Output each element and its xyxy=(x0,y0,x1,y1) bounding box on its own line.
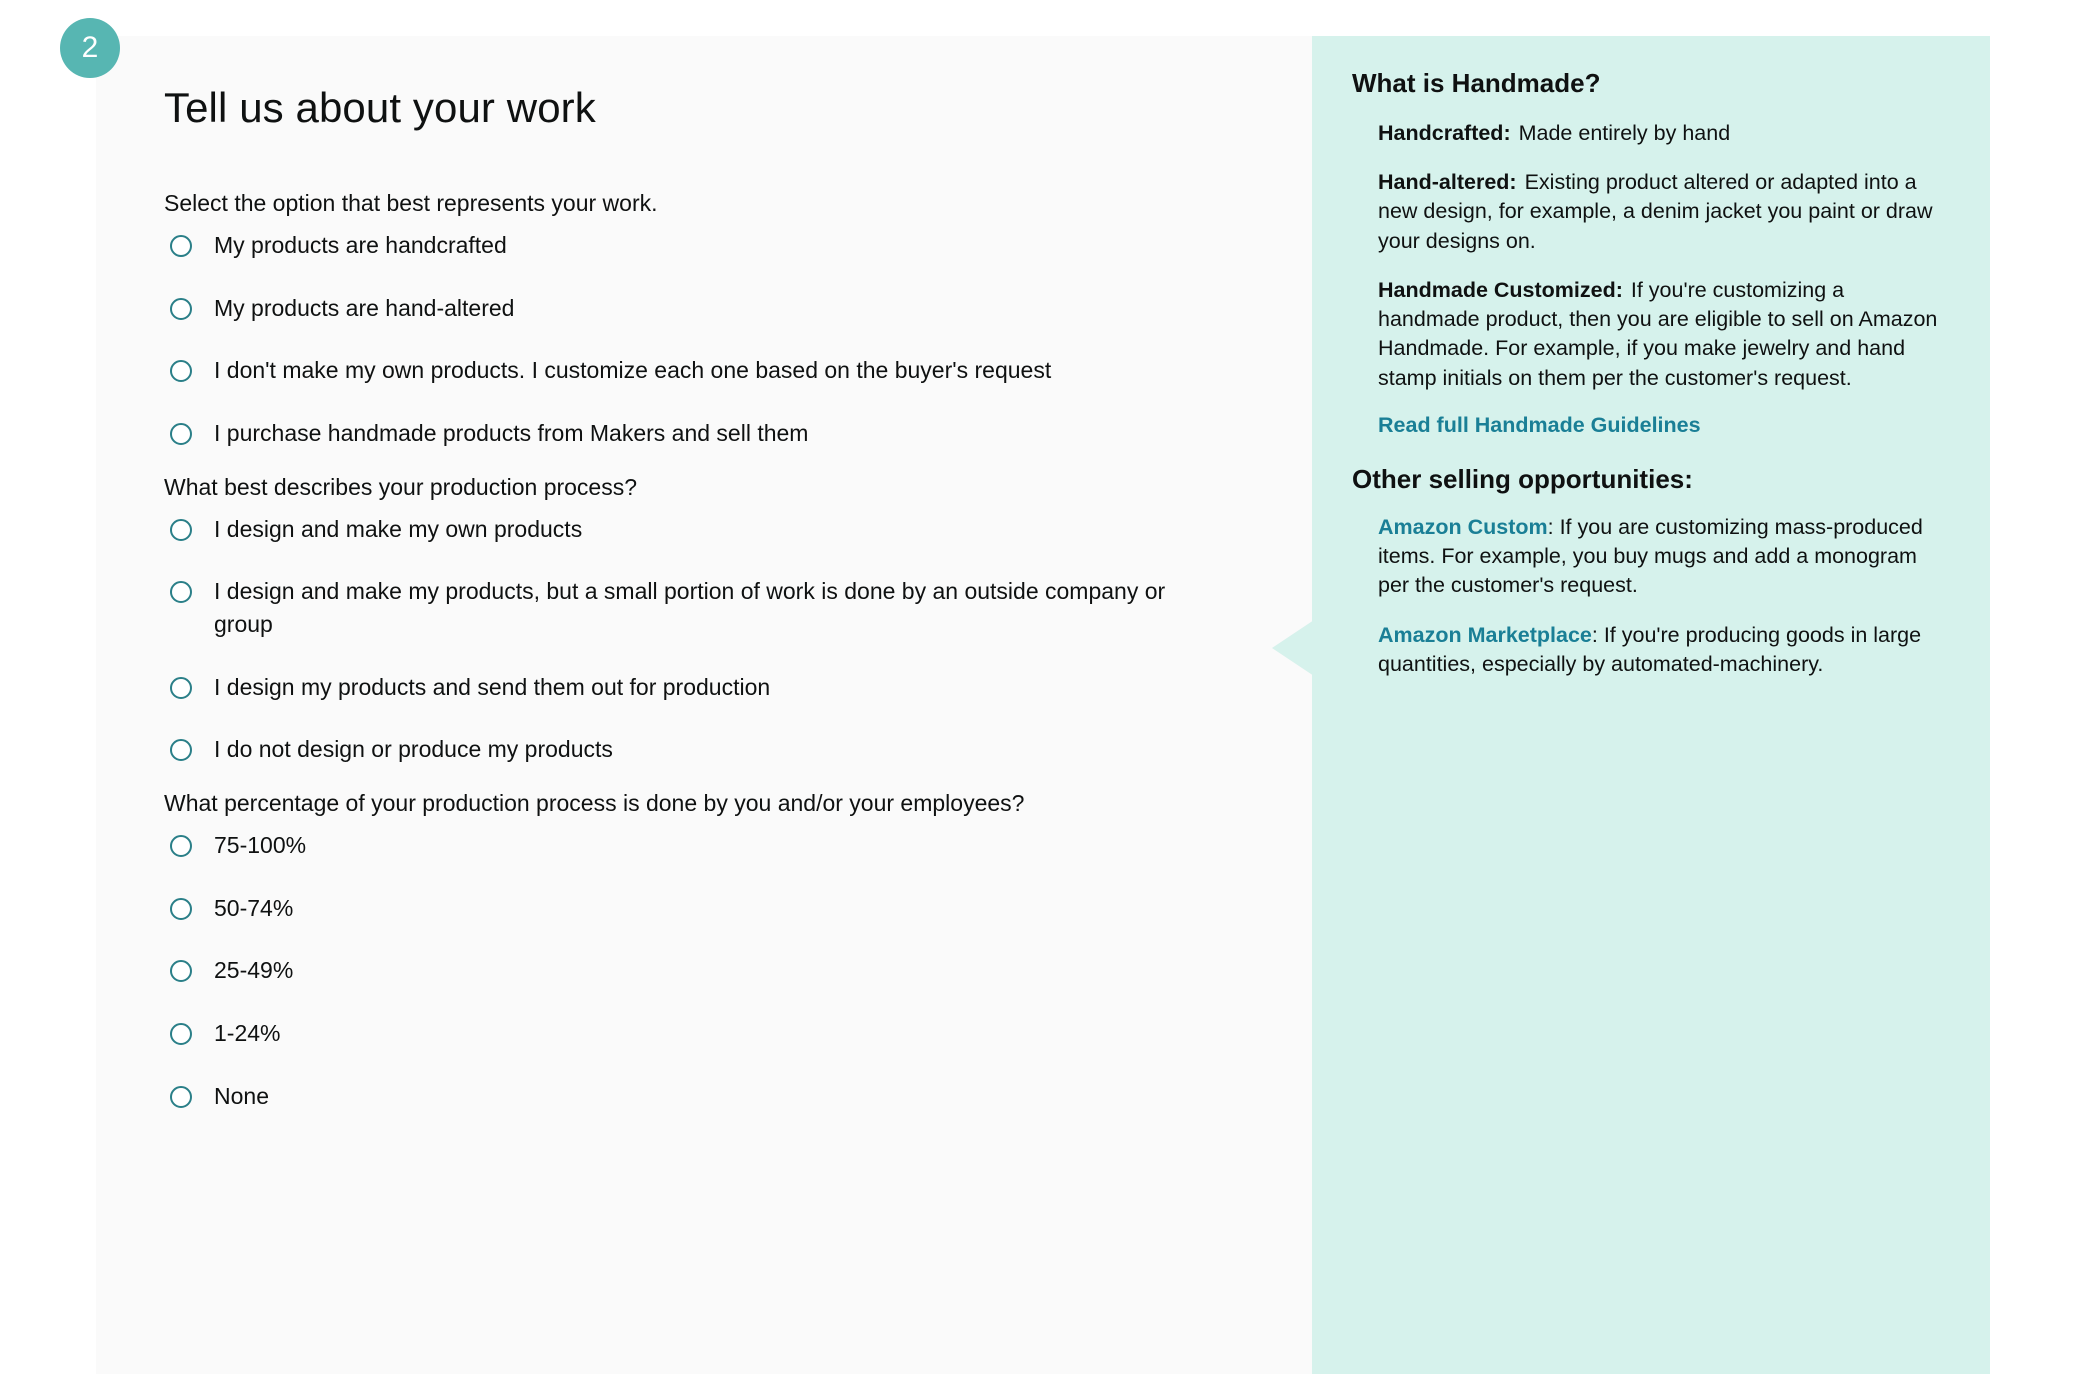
step-number-label: 2 xyxy=(81,31,99,64)
info-text: : If you are customizing mass-produced items. For example, you buy mugs and add a monogram per the customer's request. xyxy=(1378,514,1923,598)
option-label: I design and make my own products xyxy=(214,515,583,542)
amazon-custom-link[interactable]: Amazon Custom xyxy=(1378,514,1548,539)
handmade-guidelines-link[interactable]: Read full Handmade Guidelines xyxy=(1378,412,1701,437)
radio-option-handcrafted[interactable] xyxy=(164,229,1252,262)
info-entry-handmade-customized xyxy=(1352,276,1944,393)
info-panel-heading: What is Handmade? xyxy=(1352,68,1601,98)
radio-option-25-49[interactable] xyxy=(164,954,1252,987)
info-text: If you're customizing a handmade product, then you are eligible to sell on Amazon Handmade. For example, if you make jewelry and hand stamp initials on them per the customer's request. xyxy=(1378,277,1938,390)
option-label: I design and make my products, but a small portion of work is done by an outside company or group xyxy=(214,578,1166,638)
callout-pointer xyxy=(1272,620,1314,676)
question-label: What best describes your production process? xyxy=(164,473,638,500)
radio-circle-icon[interactable] xyxy=(170,519,192,541)
option-label: I design my products and send them out for production xyxy=(214,673,771,700)
question-group-work-type xyxy=(164,188,1252,450)
radio-option-purchase-from-makers[interactable] xyxy=(164,417,1252,450)
radio-circle-icon[interactable] xyxy=(170,1023,192,1045)
option-label: 50-74% xyxy=(214,894,294,921)
radio-option-no-design-no-production[interactable] xyxy=(164,733,1252,766)
option-label: 75-100% xyxy=(214,832,307,859)
question-label: Select the option that best represents your work. xyxy=(164,190,658,216)
radio-circle-icon[interactable] xyxy=(170,423,192,445)
option-label: I don't make my own products. I customize each one based on the buyer's request xyxy=(214,357,1052,384)
question-group-production-process xyxy=(164,472,1252,766)
radio-circle-icon[interactable] xyxy=(170,835,192,857)
radio-circle-icon[interactable] xyxy=(170,739,192,761)
info-entry-hand-altered xyxy=(1352,168,1944,256)
info-term: Handmade Customized: xyxy=(1378,277,1623,302)
radio-circle-icon[interactable] xyxy=(170,898,192,920)
radio-circle-icon[interactable] xyxy=(170,235,192,257)
radio-circle-icon[interactable] xyxy=(170,360,192,382)
radio-option-75-100[interactable] xyxy=(164,829,1252,862)
radio-option-design-and-make-own[interactable] xyxy=(164,513,1252,546)
radio-option-hand-altered[interactable] xyxy=(164,292,1252,325)
option-label: None xyxy=(214,1082,269,1109)
info-entry-amazon-custom xyxy=(1352,513,1944,601)
radio-option-customize-on-request[interactable] xyxy=(164,354,1252,387)
info-entry-amazon-marketplace xyxy=(1352,621,1944,679)
info-text: Made entirely by hand xyxy=(1518,121,1731,145)
radio-option-design-make-with-outside-help[interactable] xyxy=(164,575,1252,640)
question-group-production-percentage xyxy=(164,788,1252,1112)
radio-option-50-74[interactable] xyxy=(164,892,1252,925)
radio-circle-icon[interactable] xyxy=(170,1086,192,1108)
info-text: Existing product altered or adapted into a new design, for example, a denim jacket you paint or draw your designs on. xyxy=(1378,170,1933,253)
info-term: Handcrafted: xyxy=(1378,121,1511,145)
radio-circle-icon[interactable] xyxy=(170,960,192,982)
other-opportunities-heading: Other selling opportunities: xyxy=(1352,463,1693,494)
radio-option-design-send-out-production[interactable] xyxy=(164,671,1252,704)
handmade-info-panel xyxy=(1312,36,1990,1374)
option-label: 25-49% xyxy=(214,957,294,984)
step-number-badge xyxy=(60,18,120,78)
guidelines-link-row xyxy=(1352,413,1944,438)
option-label: I purchase handmade products from Makers and sell them xyxy=(214,420,809,447)
option-label: 1-24% xyxy=(214,1020,281,1047)
option-label: My products are hand-altered xyxy=(214,294,515,321)
radio-circle-icon[interactable] xyxy=(170,581,192,603)
amazon-marketplace-link[interactable]: Amazon Marketplace xyxy=(1378,622,1592,647)
option-label: My products are handcrafted xyxy=(214,232,507,259)
question-label: What percentage of your production process is done by you and/or your employees? xyxy=(164,790,1025,816)
info-entry-handcrafted xyxy=(1352,119,1944,148)
option-label: I do not design or produce my products xyxy=(214,736,613,763)
work-details-form xyxy=(96,36,1312,1374)
radio-option-none[interactable] xyxy=(164,1080,1252,1113)
radio-circle-icon[interactable] xyxy=(170,298,192,320)
info-text: : If you're producing goods in large quantities, especially by automated-machinery. xyxy=(1378,622,1922,676)
radio-circle-icon[interactable] xyxy=(170,677,192,699)
info-term: Hand-altered: xyxy=(1378,170,1517,195)
radio-option-1-24[interactable] xyxy=(164,1017,1252,1050)
page-title: Tell us about your work xyxy=(164,84,596,131)
